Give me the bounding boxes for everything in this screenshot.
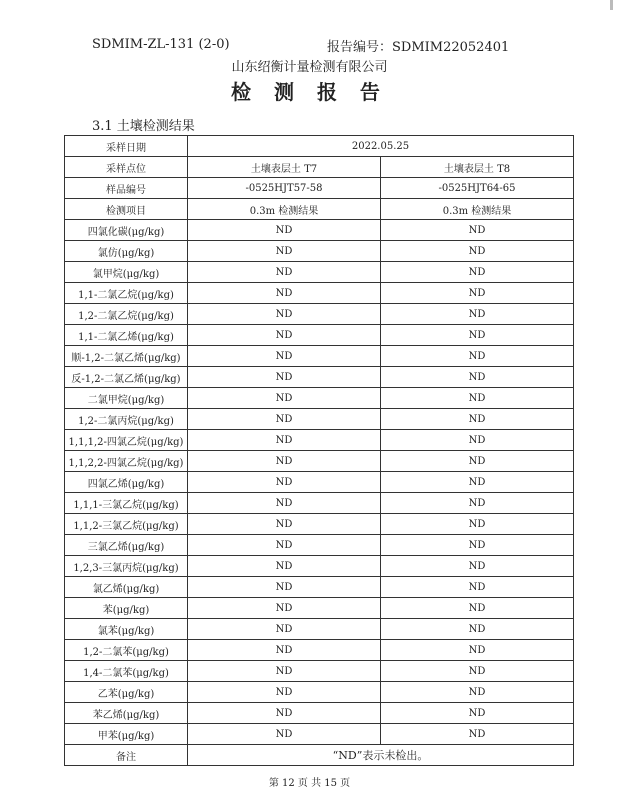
result-t8: ND bbox=[381, 262, 574, 283]
result-t8: ND bbox=[381, 283, 574, 304]
page-footer: 第 12 页 共 15 页 bbox=[268, 778, 351, 789]
parameter-name: 甲苯(μg/kg) bbox=[65, 724, 188, 745]
note-text: “ND”表示未检出。 bbox=[188, 745, 574, 766]
sample-number-t8: -0525HJT64-65 bbox=[381, 178, 574, 199]
result-t8: ND bbox=[381, 682, 574, 703]
sample-number-row bbox=[65, 178, 574, 199]
soil-results-table bbox=[64, 135, 574, 766]
parameter-name: 氯仿(μg/kg) bbox=[65, 241, 188, 262]
table-row bbox=[65, 619, 574, 640]
result-t8: ND bbox=[381, 535, 574, 556]
parameter-name: 二氯甲烷(μg/kg) bbox=[65, 388, 188, 409]
result-t8: ND bbox=[381, 493, 574, 514]
parameter-name: 1,1-二氯乙烷(μg/kg) bbox=[65, 283, 188, 304]
table-row bbox=[65, 346, 574, 367]
parameter-name: 乙苯(μg/kg) bbox=[65, 682, 188, 703]
parameter-name: 苯(μg/kg) bbox=[65, 598, 188, 619]
result-t8: ND bbox=[381, 241, 574, 262]
company-name: 山东绍衡计量检测有限公司 bbox=[231, 60, 388, 75]
result-t8: ND bbox=[381, 346, 574, 367]
result-t7: ND bbox=[188, 409, 381, 430]
parameter-name: 氯甲烷(μg/kg) bbox=[65, 262, 188, 283]
note-label: 备注 bbox=[65, 745, 188, 766]
table-row bbox=[65, 283, 574, 304]
result-t8: ND bbox=[381, 367, 574, 388]
result-t8: ND bbox=[381, 220, 574, 241]
test-item-t8: 0.3m 检测结果 bbox=[381, 199, 574, 220]
parameter-name: 顺-1,2-二氯乙烯(μg/kg) bbox=[65, 346, 188, 367]
table-row bbox=[65, 388, 574, 409]
site-t7: 土壤表层土 T7 bbox=[188, 157, 381, 178]
test-item-label: 检测项目 bbox=[65, 199, 188, 220]
result-t7: ND bbox=[188, 220, 381, 241]
parameter-name: 1,2-二氯乙烷(μg/kg) bbox=[65, 304, 188, 325]
document-code: SDMIM-ZL-131 (2-0) bbox=[92, 37, 230, 52]
result-t7: ND bbox=[188, 661, 381, 682]
parameter-name: 1,2-二氯苯(μg/kg) bbox=[65, 640, 188, 661]
parameter-name: 三氯乙烯(μg/kg) bbox=[65, 535, 188, 556]
result-t7: ND bbox=[188, 304, 381, 325]
result-t7: ND bbox=[188, 493, 381, 514]
report-number: 报告编号：SDMIM22052401 bbox=[327, 40, 510, 55]
table-row bbox=[65, 220, 574, 241]
table-row bbox=[65, 325, 574, 346]
result-t8: ND bbox=[381, 724, 574, 745]
parameter-name: 1,1,2,2-四氯乙烷(μg/kg) bbox=[65, 451, 188, 472]
result-t7: ND bbox=[188, 325, 381, 346]
note-row bbox=[65, 745, 574, 766]
result-t8: ND bbox=[381, 325, 574, 346]
result-t8: ND bbox=[381, 661, 574, 682]
sampling-date-row bbox=[65, 136, 574, 157]
sampling-date-label: 采样日期 bbox=[65, 136, 188, 157]
result-t7: ND bbox=[188, 283, 381, 304]
parameter-name: 反-1,2-二氯乙烯(μg/kg) bbox=[65, 367, 188, 388]
parameter-name: 四氯化碳(μg/kg) bbox=[65, 220, 188, 241]
table-row bbox=[65, 577, 574, 598]
edge-mark bbox=[610, 0, 613, 10]
result-t7: ND bbox=[188, 724, 381, 745]
result-t7: ND bbox=[188, 535, 381, 556]
test-item-t7: 0.3m 检测结果 bbox=[188, 199, 381, 220]
result-t8: ND bbox=[381, 304, 574, 325]
table-row bbox=[65, 535, 574, 556]
table-row bbox=[65, 556, 574, 577]
table-row bbox=[65, 724, 574, 745]
result-t8: ND bbox=[381, 514, 574, 535]
sample-number-label: 样品编号 bbox=[65, 178, 188, 199]
result-t8: ND bbox=[381, 577, 574, 598]
table-row bbox=[65, 430, 574, 451]
parameter-name: 1,1-二氯乙烯(μg/kg) bbox=[65, 325, 188, 346]
result-t7: ND bbox=[188, 703, 381, 724]
result-t8: ND bbox=[381, 451, 574, 472]
result-t8: ND bbox=[381, 556, 574, 577]
parameter-name: 1,4-二氯苯(μg/kg) bbox=[65, 661, 188, 682]
result-t7: ND bbox=[188, 619, 381, 640]
test-item-row bbox=[65, 199, 574, 220]
result-t8: ND bbox=[381, 640, 574, 661]
table-row bbox=[65, 472, 574, 493]
parameter-name: 氯苯(μg/kg) bbox=[65, 619, 188, 640]
result-t7: ND bbox=[188, 430, 381, 451]
table-row bbox=[65, 367, 574, 388]
section-title: 3.1 土壤检测结果 bbox=[92, 119, 195, 134]
result-t8: ND bbox=[381, 388, 574, 409]
table-row bbox=[65, 682, 574, 703]
table-row bbox=[65, 598, 574, 619]
parameter-name: 1,1,1-三氯乙烷(μg/kg) bbox=[65, 493, 188, 514]
table-row bbox=[65, 514, 574, 535]
result-t7: ND bbox=[188, 241, 381, 262]
result-t8: ND bbox=[381, 472, 574, 493]
result-t7: ND bbox=[188, 577, 381, 598]
table-row bbox=[65, 640, 574, 661]
report-title: 检 测 报 告 bbox=[231, 80, 388, 104]
parameter-name: 1,1,2-三氯乙烷(μg/kg) bbox=[65, 514, 188, 535]
parameter-name: 氯乙烯(μg/kg) bbox=[65, 577, 188, 598]
result-t8: ND bbox=[381, 430, 574, 451]
parameter-name: 1,2-二氯丙烷(μg/kg) bbox=[65, 409, 188, 430]
site-t8: 土壤表层土 T8 bbox=[381, 157, 574, 178]
result-t7: ND bbox=[188, 514, 381, 535]
sampling-site-label: 采样点位 bbox=[65, 157, 188, 178]
table-row bbox=[65, 262, 574, 283]
result-t7: ND bbox=[188, 388, 381, 409]
result-t7: ND bbox=[188, 556, 381, 577]
result-t7: ND bbox=[188, 367, 381, 388]
sampling-date-value: 2022.05.25 bbox=[188, 136, 574, 157]
table-row bbox=[65, 493, 574, 514]
result-t7: ND bbox=[188, 451, 381, 472]
result-t7: ND bbox=[188, 346, 381, 367]
parameter-name: 四氯乙烯(μg/kg) bbox=[65, 472, 188, 493]
table-row bbox=[65, 241, 574, 262]
table-row bbox=[65, 451, 574, 472]
sampling-site-row bbox=[65, 157, 574, 178]
result-t7: ND bbox=[188, 262, 381, 283]
result-t8: ND bbox=[381, 619, 574, 640]
result-t7: ND bbox=[188, 682, 381, 703]
result-t8: ND bbox=[381, 409, 574, 430]
parameter-name: 1,2,3-三氯丙烷(μg/kg) bbox=[65, 556, 188, 577]
table-row bbox=[65, 409, 574, 430]
table-row bbox=[65, 661, 574, 682]
result-t8: ND bbox=[381, 598, 574, 619]
result-t8: ND bbox=[381, 703, 574, 724]
sample-number-t7: -0525HJT57-58 bbox=[188, 178, 381, 199]
parameter-name: 苯乙烯(μg/kg) bbox=[65, 703, 188, 724]
parameter-name: 1,1,1,2-四氯乙烷(μg/kg) bbox=[65, 430, 188, 451]
result-t7: ND bbox=[188, 472, 381, 493]
result-t7: ND bbox=[188, 640, 381, 661]
table-row bbox=[65, 703, 574, 724]
table-row bbox=[65, 304, 574, 325]
result-t7: ND bbox=[188, 598, 381, 619]
